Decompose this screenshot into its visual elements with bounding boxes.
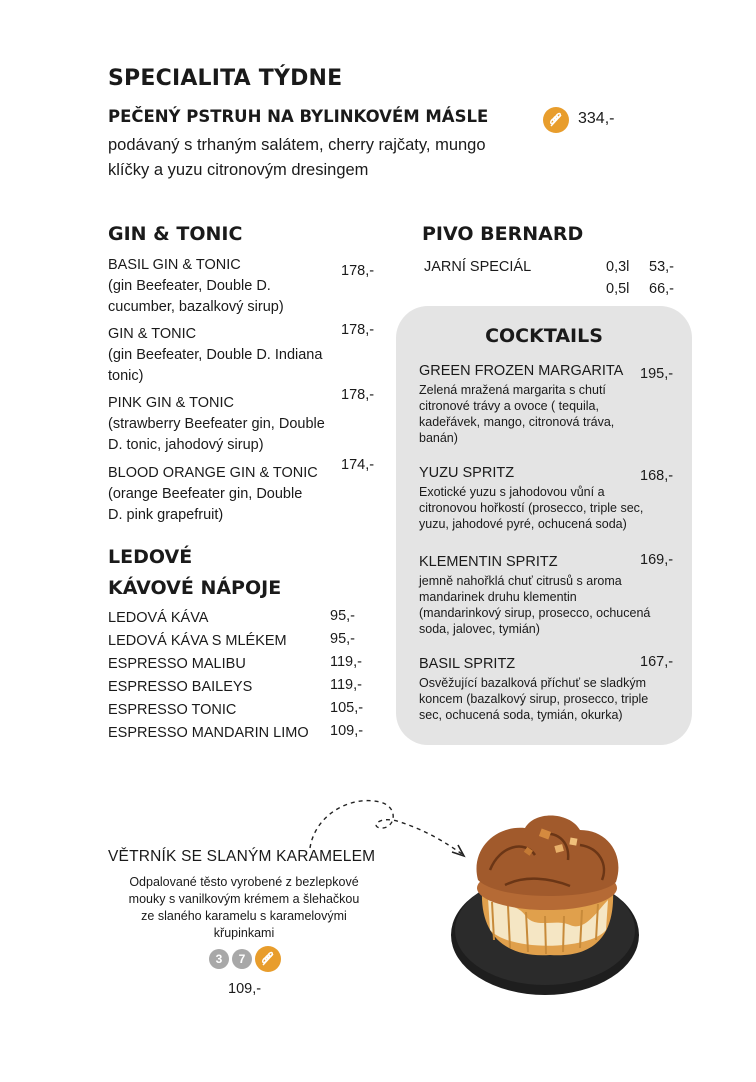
item-price: 109,-	[330, 723, 364, 739]
cocktails-heading: COCKTAILS	[485, 325, 603, 347]
special-price: 334,-	[578, 110, 615, 127]
item-name: LEDOVÁ KÁVA S MLÉKEM	[108, 633, 287, 649]
item-name: ESPRESSO MALIBU	[108, 656, 246, 672]
item-desc: mandarinek druhu klementin	[419, 590, 577, 604]
item-desc: (gin Beefeater, Double D.	[108, 278, 271, 294]
item-name: YUZU SPRITZ	[419, 465, 515, 481]
special-dish-name: PEČENÝ PSTRUH NA BYLINKOVÉM MÁSLE	[108, 107, 489, 126]
dessert-desc-line: ze slaného karamelu s karamelovými	[141, 909, 347, 923]
beer-name: JARNÍ SPECIÁL	[424, 259, 532, 275]
cocktail-item	[419, 552, 681, 637]
allergen-badge: 3	[209, 949, 229, 969]
item-name: PINK GIN & TONIC	[108, 395, 234, 411]
special-heading: SPECIALITA TÝDNE	[108, 66, 343, 91]
item-price: 168,-	[640, 468, 674, 484]
item-desc: cucumber, bazalkový sirup)	[108, 299, 284, 315]
item-desc: (gin Beefeater, Double D. Indiana	[108, 347, 323, 363]
item-name: GREEN FROZEN MARGARITA	[419, 363, 624, 379]
item-name: ESPRESSO TONIC	[108, 702, 237, 718]
dessert-desc-line: mouky s vanilkovým krémem a šlehačkou	[128, 892, 360, 906]
item-name: ESPRESSO MANDARIN LIMO	[108, 725, 309, 741]
item-desc: banán)	[419, 431, 458, 445]
list-item	[108, 457, 388, 533]
beer-heading: PIVO BERNARD	[422, 223, 584, 245]
item-price: 169,-	[640, 552, 674, 568]
cocktail-item	[419, 361, 681, 446]
dessert-name: VĚTRNÍK SE SLANÝM KARAMELEM	[108, 848, 376, 865]
list-item	[108, 608, 378, 631]
list-item	[108, 255, 388, 324]
item-desc: kadeřávek, mango, citronová tráva,	[419, 415, 615, 429]
item-desc: Exotické yuzu s jahodovou vůní a	[419, 485, 605, 499]
item-desc: tonic)	[108, 368, 144, 384]
list-item	[108, 654, 378, 677]
coffee-heading-line: LEDOVÉ	[108, 546, 193, 568]
item-desc: D. pink grapefruit)	[108, 507, 224, 523]
item-name: KLEMENTIN SPRITZ	[419, 554, 558, 570]
item-name: BLOOD ORANGE GIN & TONIC	[108, 465, 318, 481]
beer-price: 53,-	[649, 259, 674, 275]
dessert-description	[108, 874, 380, 942]
dessert-desc-line: křupinkami	[213, 926, 275, 940]
item-price: 105,-	[330, 700, 364, 716]
item-desc: sec, ochucená soda, tymián, okurka)	[419, 708, 623, 722]
item-price: 195,-	[640, 366, 674, 382]
coffee-heading-line: KÁVOVÉ NÁPOJE	[108, 577, 282, 599]
wheat-icon	[255, 946, 281, 972]
item-desc: Osvěžující bazalková příchuť se sladkým	[419, 676, 647, 690]
item-desc: jemně nahořklá chuť citrusů s aroma	[419, 574, 622, 588]
cocktail-item	[419, 654, 681, 723]
item-name: BASIL SPRITZ	[419, 656, 516, 672]
item-desc: yuzu, jahodové pyré, ochucená soda)	[419, 517, 627, 531]
dessert-price: 109,-	[228, 981, 262, 997]
wheat-icon	[543, 107, 569, 133]
special-desc-line: klíčky a yuzu citronovým dresingem	[108, 161, 369, 179]
item-desc: (strawberry Beefeater gin, Double	[108, 416, 325, 432]
list-item	[108, 387, 388, 463]
list-item	[108, 631, 378, 654]
item-price: 174,-	[341, 457, 375, 473]
coffee-heading	[108, 542, 281, 604]
item-desc: citronovou hořkostí (prosecco, triple sec,	[419, 501, 644, 515]
gin-heading: GIN & TONIC	[108, 223, 243, 245]
list-item	[108, 324, 388, 393]
item-price: 95,-	[330, 608, 355, 624]
item-price: 95,-	[330, 631, 355, 647]
item-name: ESPRESSO BAILEYS	[108, 679, 253, 695]
dessert-desc-line: Odpalované těsto vyrobené z bezlepkové	[129, 875, 359, 889]
gin-list	[108, 255, 388, 533]
special-desc-line: podávaný s trhaným salátem, cherry rajčaty, mungo	[108, 136, 486, 154]
item-name: GIN & TONIC	[108, 326, 197, 342]
beer-size: 0,3l	[606, 259, 630, 275]
item-price: 178,-	[341, 387, 375, 403]
item-name: BASIL GIN & TONIC	[108, 257, 241, 273]
eclair-pastry-illustration	[430, 790, 670, 1020]
item-price: 167,-	[640, 654, 674, 670]
item-desc: citronové trávy a ovoce ( tequila,	[419, 399, 599, 413]
item-price: 178,-	[341, 322, 375, 338]
item-desc: (mandarinkový sirup, prosecco, ochucená	[419, 606, 651, 620]
list-item	[108, 677, 378, 700]
coffee-list	[108, 608, 378, 746]
item-desc: soda, jalovec, tymián)	[419, 622, 540, 636]
list-item	[108, 700, 378, 723]
item-price: 119,-	[330, 677, 362, 693]
beer-price: 66,-	[649, 281, 674, 297]
item-desc: D. tonic, jahodový sirup)	[108, 437, 264, 453]
item-price: 178,-	[341, 263, 375, 279]
item-price: 119,-	[330, 654, 362, 670]
special-description	[108, 133, 486, 183]
cocktail-item	[419, 463, 681, 532]
beer-size: 0,5l	[606, 281, 630, 297]
list-item	[108, 723, 378, 746]
item-desc: (orange Beefeater gin, Double	[108, 486, 303, 502]
allergen-badge: 7	[232, 949, 252, 969]
item-desc: Zelená mražená margarita s chutí	[419, 383, 606, 397]
item-desc: koncem (bazalkový sirup, prosecco, triple	[419, 692, 649, 706]
item-name: LEDOVÁ KÁVA	[108, 610, 209, 626]
